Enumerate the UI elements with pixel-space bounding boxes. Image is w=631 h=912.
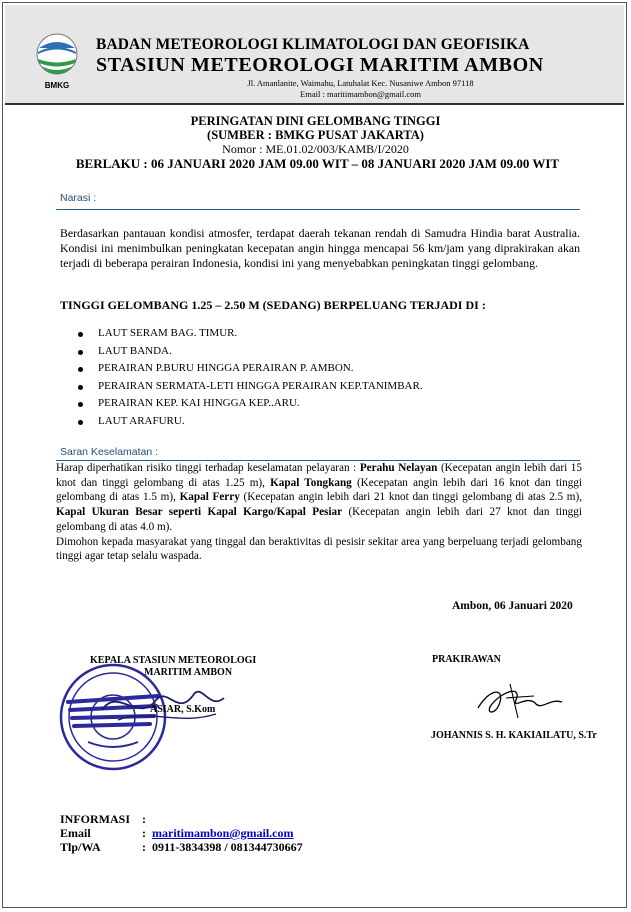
info-email-row: Email : maritimambon@gmail.com <box>60 826 294 840</box>
bullet-icon <box>78 332 83 337</box>
bullet-icon <box>78 385 83 390</box>
affected-areas-list <box>78 325 423 430</box>
head-title-line2: MARITIM AMBON <box>144 667 233 678</box>
station-name: STASIUN METEOROLOGI MARITIM AMBON <box>96 54 544 76</box>
narasi-label: Narasi : <box>60 192 97 204</box>
bullet-icon <box>78 367 83 372</box>
head-name: ASIAR, S.Kom <box>150 704 216 715</box>
bullet-icon <box>78 350 83 355</box>
safety-advice-p1: Harap diperhatikan risiko tinggi terhadap keselamatan pelayaran : Perahu Nelayan (Kecepatan angin lebih dari 15 knot dan tinggi gelombang di atas 1.25 m), Kapal Tongkang (Kecepatan angin lebih dari 16 knot dan tinggi gelombang di atas 1.5 m), Kapal Ferry (Kecepatan angin lebih dari 21 knot dan tinggi gelombang di atas 2.5 m), Kapal Ukuran Besar seperti Kapal Kargo/Kapal Pesiar (Kecepatan angin lebih dari 27 knot dan tinggi gelombang di atas 4.0 m). <box>56 462 583 533</box>
wave-height-heading: TINGGI GELOMBANG 1.25 – 2.50 M (SEDANG) BERPELUANG TERJADI DI : <box>60 298 486 312</box>
place-date: Ambon, 06 Januari 2020 <box>452 600 573 612</box>
warning-title: PERINGATAN DINI GELOMBANG TINGGI <box>190 114 441 128</box>
narasi-divider <box>56 209 580 210</box>
safety-advice <box>56 461 582 564</box>
list-item: PERAIRAN KEP. KAI HINGGA KEP..ARU. <box>78 395 423 413</box>
head-title-line1: KEPALA STASIUN METEOROLOGI <box>90 655 257 666</box>
info-heading: INFORMASI : <box>60 812 146 826</box>
warning-source: (SUMBER : BMKG PUSAT JAKARTA) <box>207 128 424 142</box>
bullet-icon <box>78 402 83 407</box>
validity-period: BERLAKU : 06 JANUARI 2020 JAM 09.00 WIT – 08 JANUARI 2020 JAM 09.00 WIT <box>75 156 560 171</box>
phone-number: 0911-3834398 / 081344730667 <box>152 840 303 854</box>
forecaster-signature-icon <box>470 678 570 724</box>
list-item: PERAIRAN SERMATA-LETI HINGGA PERAIRAN KEP.TANIMBAR. <box>78 378 423 396</box>
address: Jl. Amanlanite, Waimahu, Latuhalat Kec. Nusaniwe Ambon 97118 <box>247 78 474 88</box>
list-item: LAUT BANDA. <box>78 343 423 361</box>
letterhead <box>5 5 624 105</box>
bullet-icon <box>78 420 83 425</box>
org-name: BADAN METEOROLOGI KLIMATOLOGI DAN GEOFISIKA <box>96 36 530 53</box>
info-phone-row: Tlp/WA : 0911-3834398 / 081344730667 <box>60 840 303 854</box>
saran-label: Saran Keselamatan : <box>60 446 159 458</box>
narasi-text: Berdasarkan pantauan kondisi atmosfer, terdapat daerah tekanan rendah di Samudra Hindia barat Australia. Kondisi ini menimbulkan peningkatan kecepatan angin hingga mencapai 56 km/jam yang diprakirakan akan terjadi di beberapa perairan Indonesia, kondisi ini yang menyebabkan peningkatan tinggi gelombang. <box>60 226 580 270</box>
document-number: Nomor : ME.01.02/003/KAMB/I/2020 <box>222 142 409 156</box>
forecaster-label: PRAKIRAWAN <box>432 654 501 665</box>
logo-text: BMKG <box>44 81 70 90</box>
list-item: LAUT ARAFURU. <box>78 413 423 431</box>
forecaster-name: JOHANNIS S. H. KAKIAILATU, S.Tr <box>431 730 597 741</box>
list-item: LAUT SERAM BAG. TIMUR. <box>78 325 423 343</box>
list-item: PERAIRAN P.BURU HINGGA PERAIRAN P. AMBON. <box>78 360 423 378</box>
safety-advice-p2: Dimohon kepada masyarakat yang tinggal dan beraktivitas di pesisir sekitar area yang berpeluang terjadi gelombang tinggi agar tetap selalu waspada. <box>56 535 582 563</box>
header-email: Email : maritimambon@gmail.com <box>300 89 421 99</box>
email-link[interactable]: maritimambon@gmail.com <box>152 826 294 840</box>
